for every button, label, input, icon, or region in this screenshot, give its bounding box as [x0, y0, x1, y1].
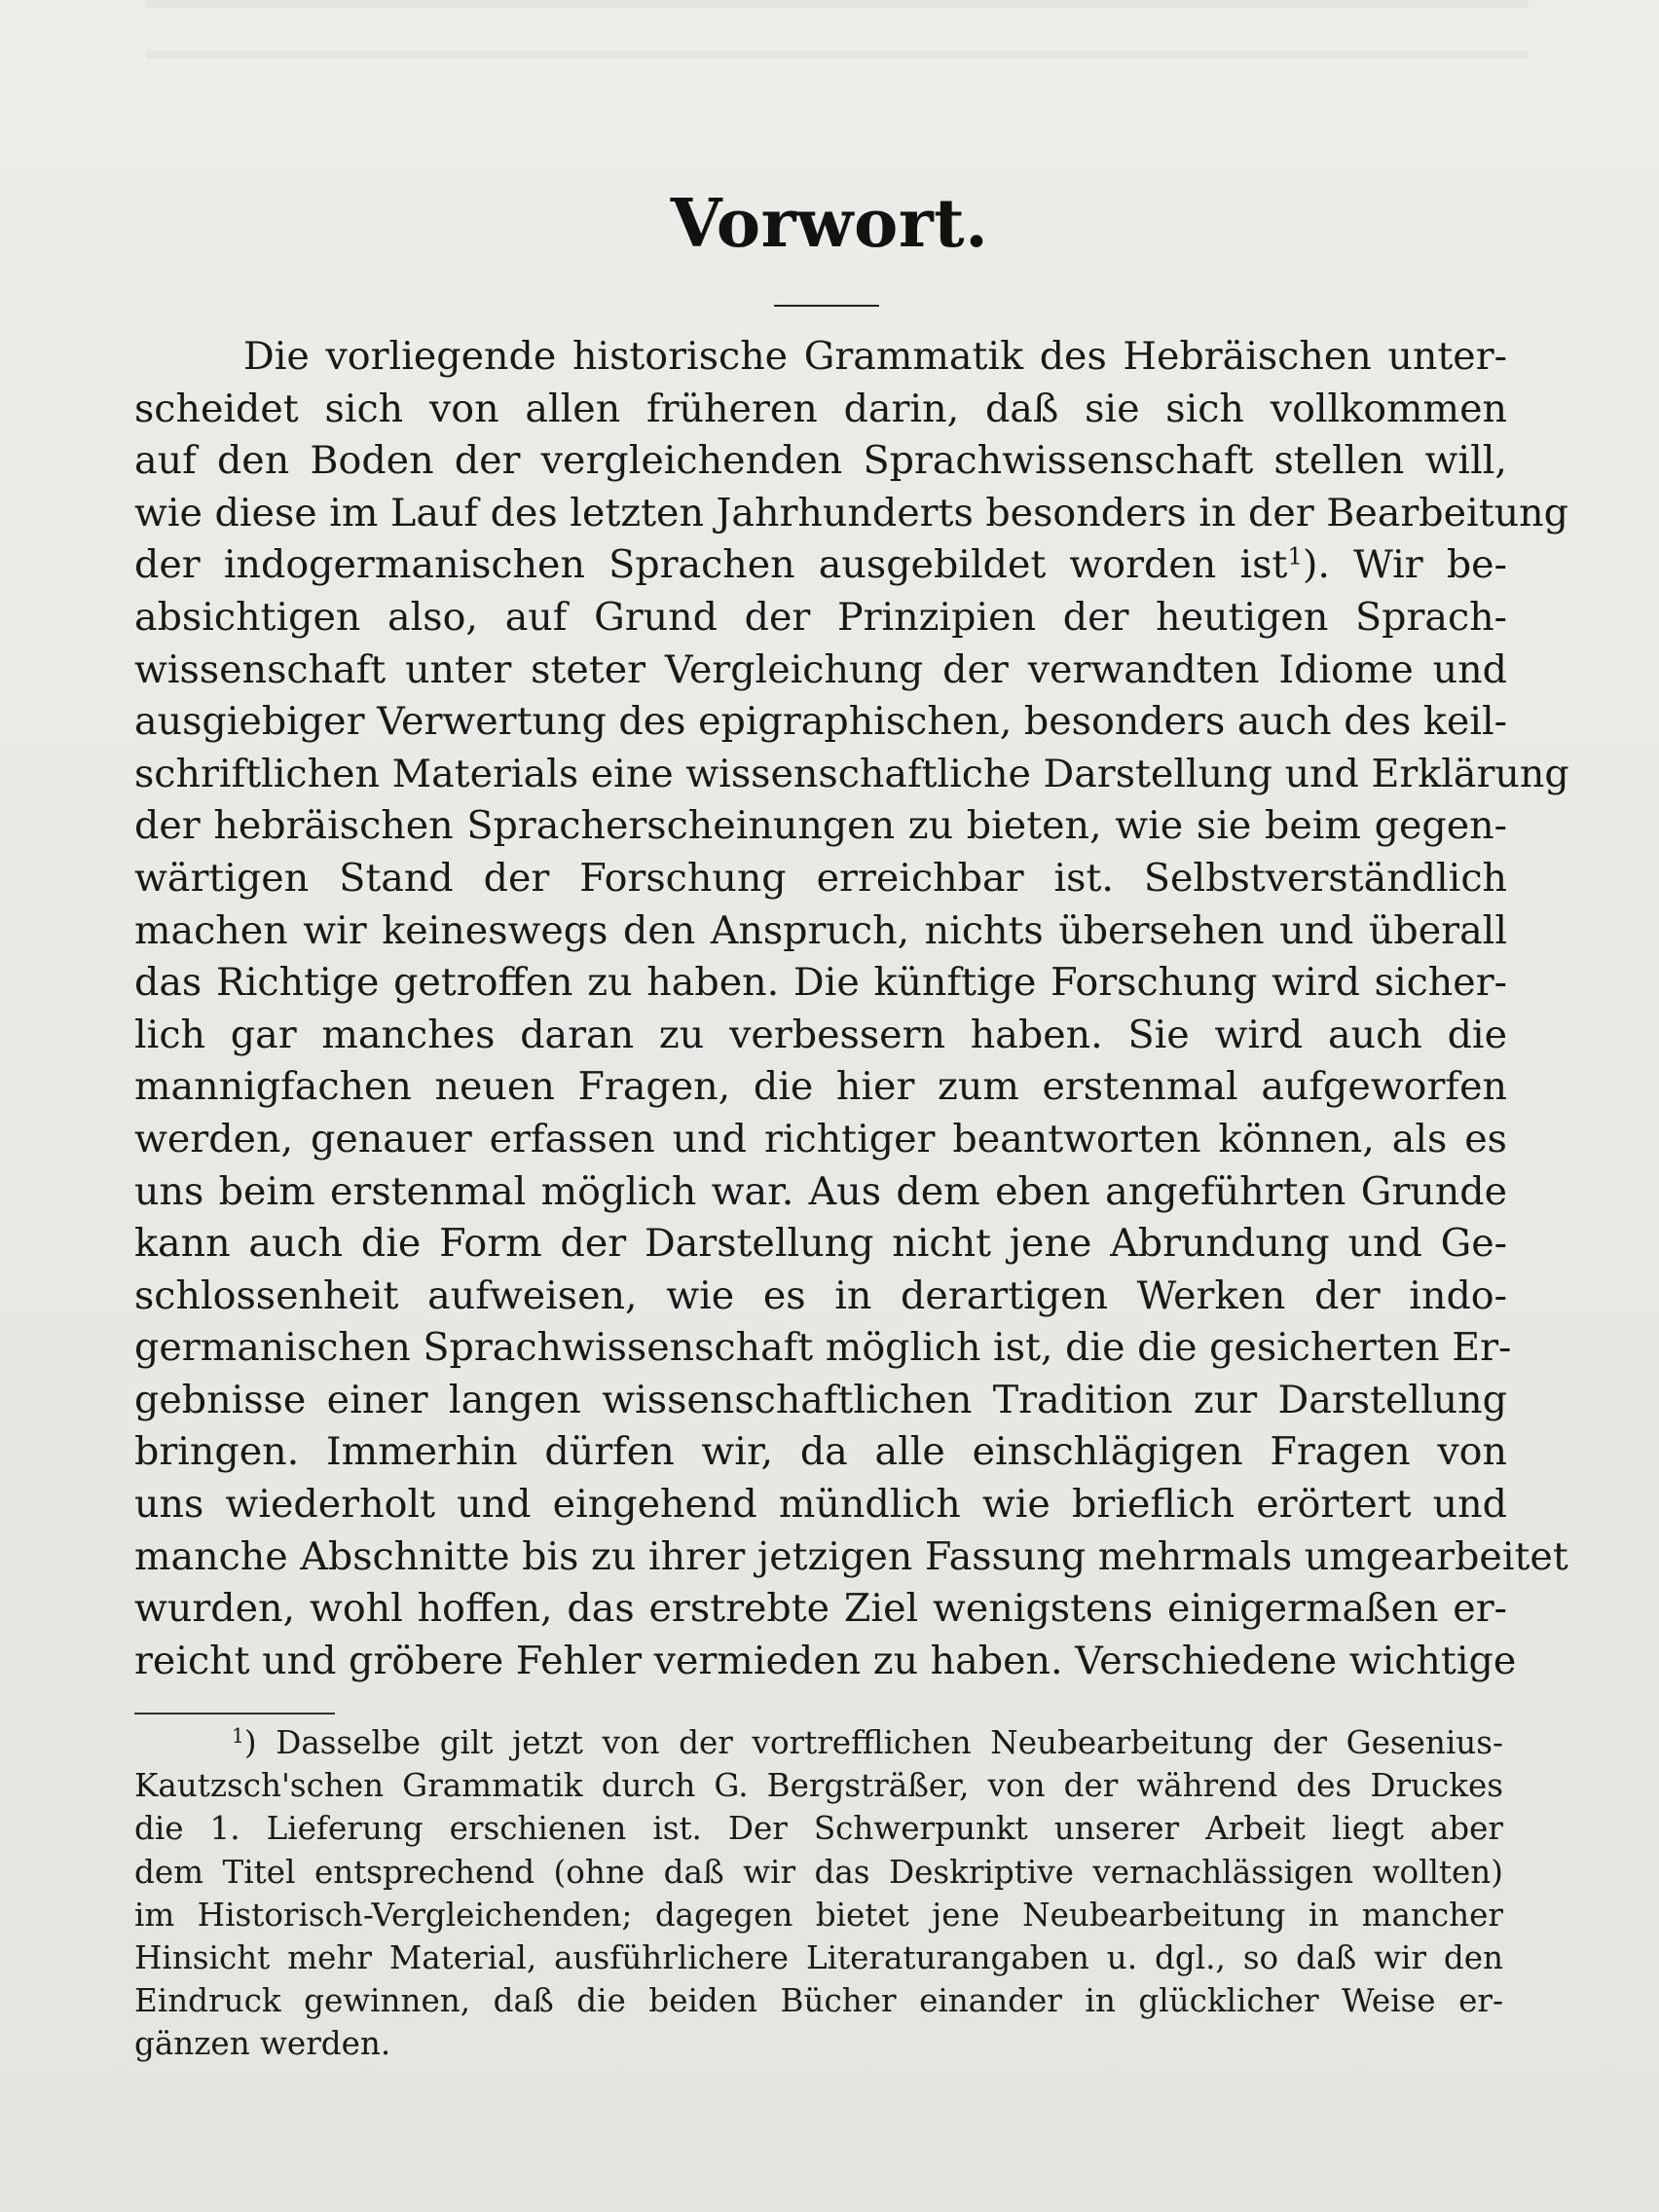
text-line [134, 539, 1507, 592]
footnote-line: Hinsicht mehr Material, ausführlichere Literaturangaben u. dgl., so daß wir den [134, 1938, 1503, 1976]
footnote-line: die 1. Lieferung erschienen ist. Der Schwerpunkt unserer Arbeit liegt aber [134, 1810, 1503, 1848]
text-line: Die vorliegende historische Grammatik des Hebräischen unter- [243, 334, 1507, 379]
text-line: lich gar manches daran zu verbessern haben. Sie wird auch die [134, 1012, 1507, 1057]
text-line: reicht und gröbere Fehler vermieden zu haben. Verschiedene wichtige [134, 1638, 1517, 1683]
text-line: schriftlichen Materials eine wissenschaftliche Darstellung und Erklärung [134, 751, 1569, 796]
text-line: wurden, wohl hoffen, das erstrebte Ziel wenigstens einigermaßen er- [134, 1586, 1507, 1632]
footnote-line: gänzen werden. [134, 2025, 391, 2063]
footnote-line: im Historisch-Vergleichenden; dagegen bietet jene Neubearbeitung in mancher [134, 1896, 1503, 1934]
text-line: gebnisse einer langen wissenschaftlichen Tradition zur Darstellung [134, 1377, 1507, 1422]
footnote-line: Kautzsch'schen Grammatik durch G. Bergsträßer, von der während des Druckes [134, 1767, 1503, 1805]
footnote-rule [134, 1713, 335, 1714]
footnote-line: dem Titel entsprechend (ohne daß wir das Deskriptive vernachlässigen wollten) [134, 1853, 1503, 1891]
footnote-line [134, 1721, 1503, 1764]
footnote-marker: 1 [232, 1723, 244, 1748]
text-line: uns beim erstenmal möglich war. Aus dem eben angeführten Grunde [134, 1168, 1507, 1214]
text-line: manche Abschnitte bis zu ihrer jetzigen Fassung mehrmals umgearbeitet [134, 1533, 1568, 1579]
text-line: wärtigen Stand der Forschung erreichbar ist. Selbstverständlich [134, 855, 1507, 901]
text-line: mannigfachen neuen Fragen, die hier zum erstenmal aufgeworfen [134, 1064, 1507, 1110]
footnote-line-text: Dasselbe gilt jetzt von der vortrefflichen Neubearbeitung der Gesenius- [276, 1724, 1503, 1761]
text-line: bringen. Immerhin dürfen wir, da alle einschlägigen Fragen von [134, 1429, 1507, 1475]
footnote [134, 1721, 1503, 2066]
text-line-part: der indogermanischen Sprachen ausgebildet worden ist [134, 542, 1288, 588]
text-line: wissenschaft unter steter Vergleichung der verwandten Idiome und [134, 646, 1507, 692]
text-line: scheidet sich von allen früheren darin, daß sie sich vollkommen [134, 386, 1507, 431]
text-line: kann auch die Form der Darstellung nicht jene Abrundung und Ge- [134, 1221, 1507, 1267]
footnote-reference: 1 [1287, 541, 1303, 571]
text-line: wie diese im Lauf des letzten Jahrhunderts besonders in der Bearbeitung [134, 490, 1568, 535]
text-line: auf den Boden der vergleichenden Sprachwissenschaft stellen will, [134, 438, 1507, 484]
text-line: der hebräischen Spracherscheinungen zu bieten, wie sie beim gegen- [134, 803, 1507, 849]
page-title: Vorwort. [670, 185, 989, 263]
text-line: machen wir keineswegs den Anspruch, nichts übersehen und überall [134, 907, 1507, 953]
text-line: werden, genauer erfassen und richtiger beantworten können, als es [134, 1116, 1507, 1161]
text-line: absichtigen also, auf Grund der Prinzipien der heutigen Sprach- [134, 594, 1507, 640]
text-line: germanischen Sprachwissenschaft möglich ist, die die gesicherten Er- [134, 1325, 1512, 1371]
show-through-text [146, 0, 1529, 58]
preface-paragraph [134, 331, 1569, 1687]
footnote-marker-paren: ) [243, 1724, 257, 1761]
footnote-line: Eindruck gewinnen, daß die beiden Bücher einander in glücklicher Weise er- [134, 1982, 1503, 2020]
text-line: ausgiebiger Verwertung des epigraphischen, besonders auch des keil- [134, 699, 1507, 745]
text-line: schlossenheit aufweisen, wie es in derartigen Werken der indo- [134, 1272, 1507, 1318]
text-line: das Richtige getroffen zu haben. Die künftige Forschung wird sicher- [134, 960, 1507, 1006]
text-line-part: ). Wir be- [1302, 542, 1507, 588]
text-line: uns wiederholt und eingehend mündlich wie brieflich erörtert und [134, 1482, 1507, 1528]
title-rule [774, 305, 879, 307]
